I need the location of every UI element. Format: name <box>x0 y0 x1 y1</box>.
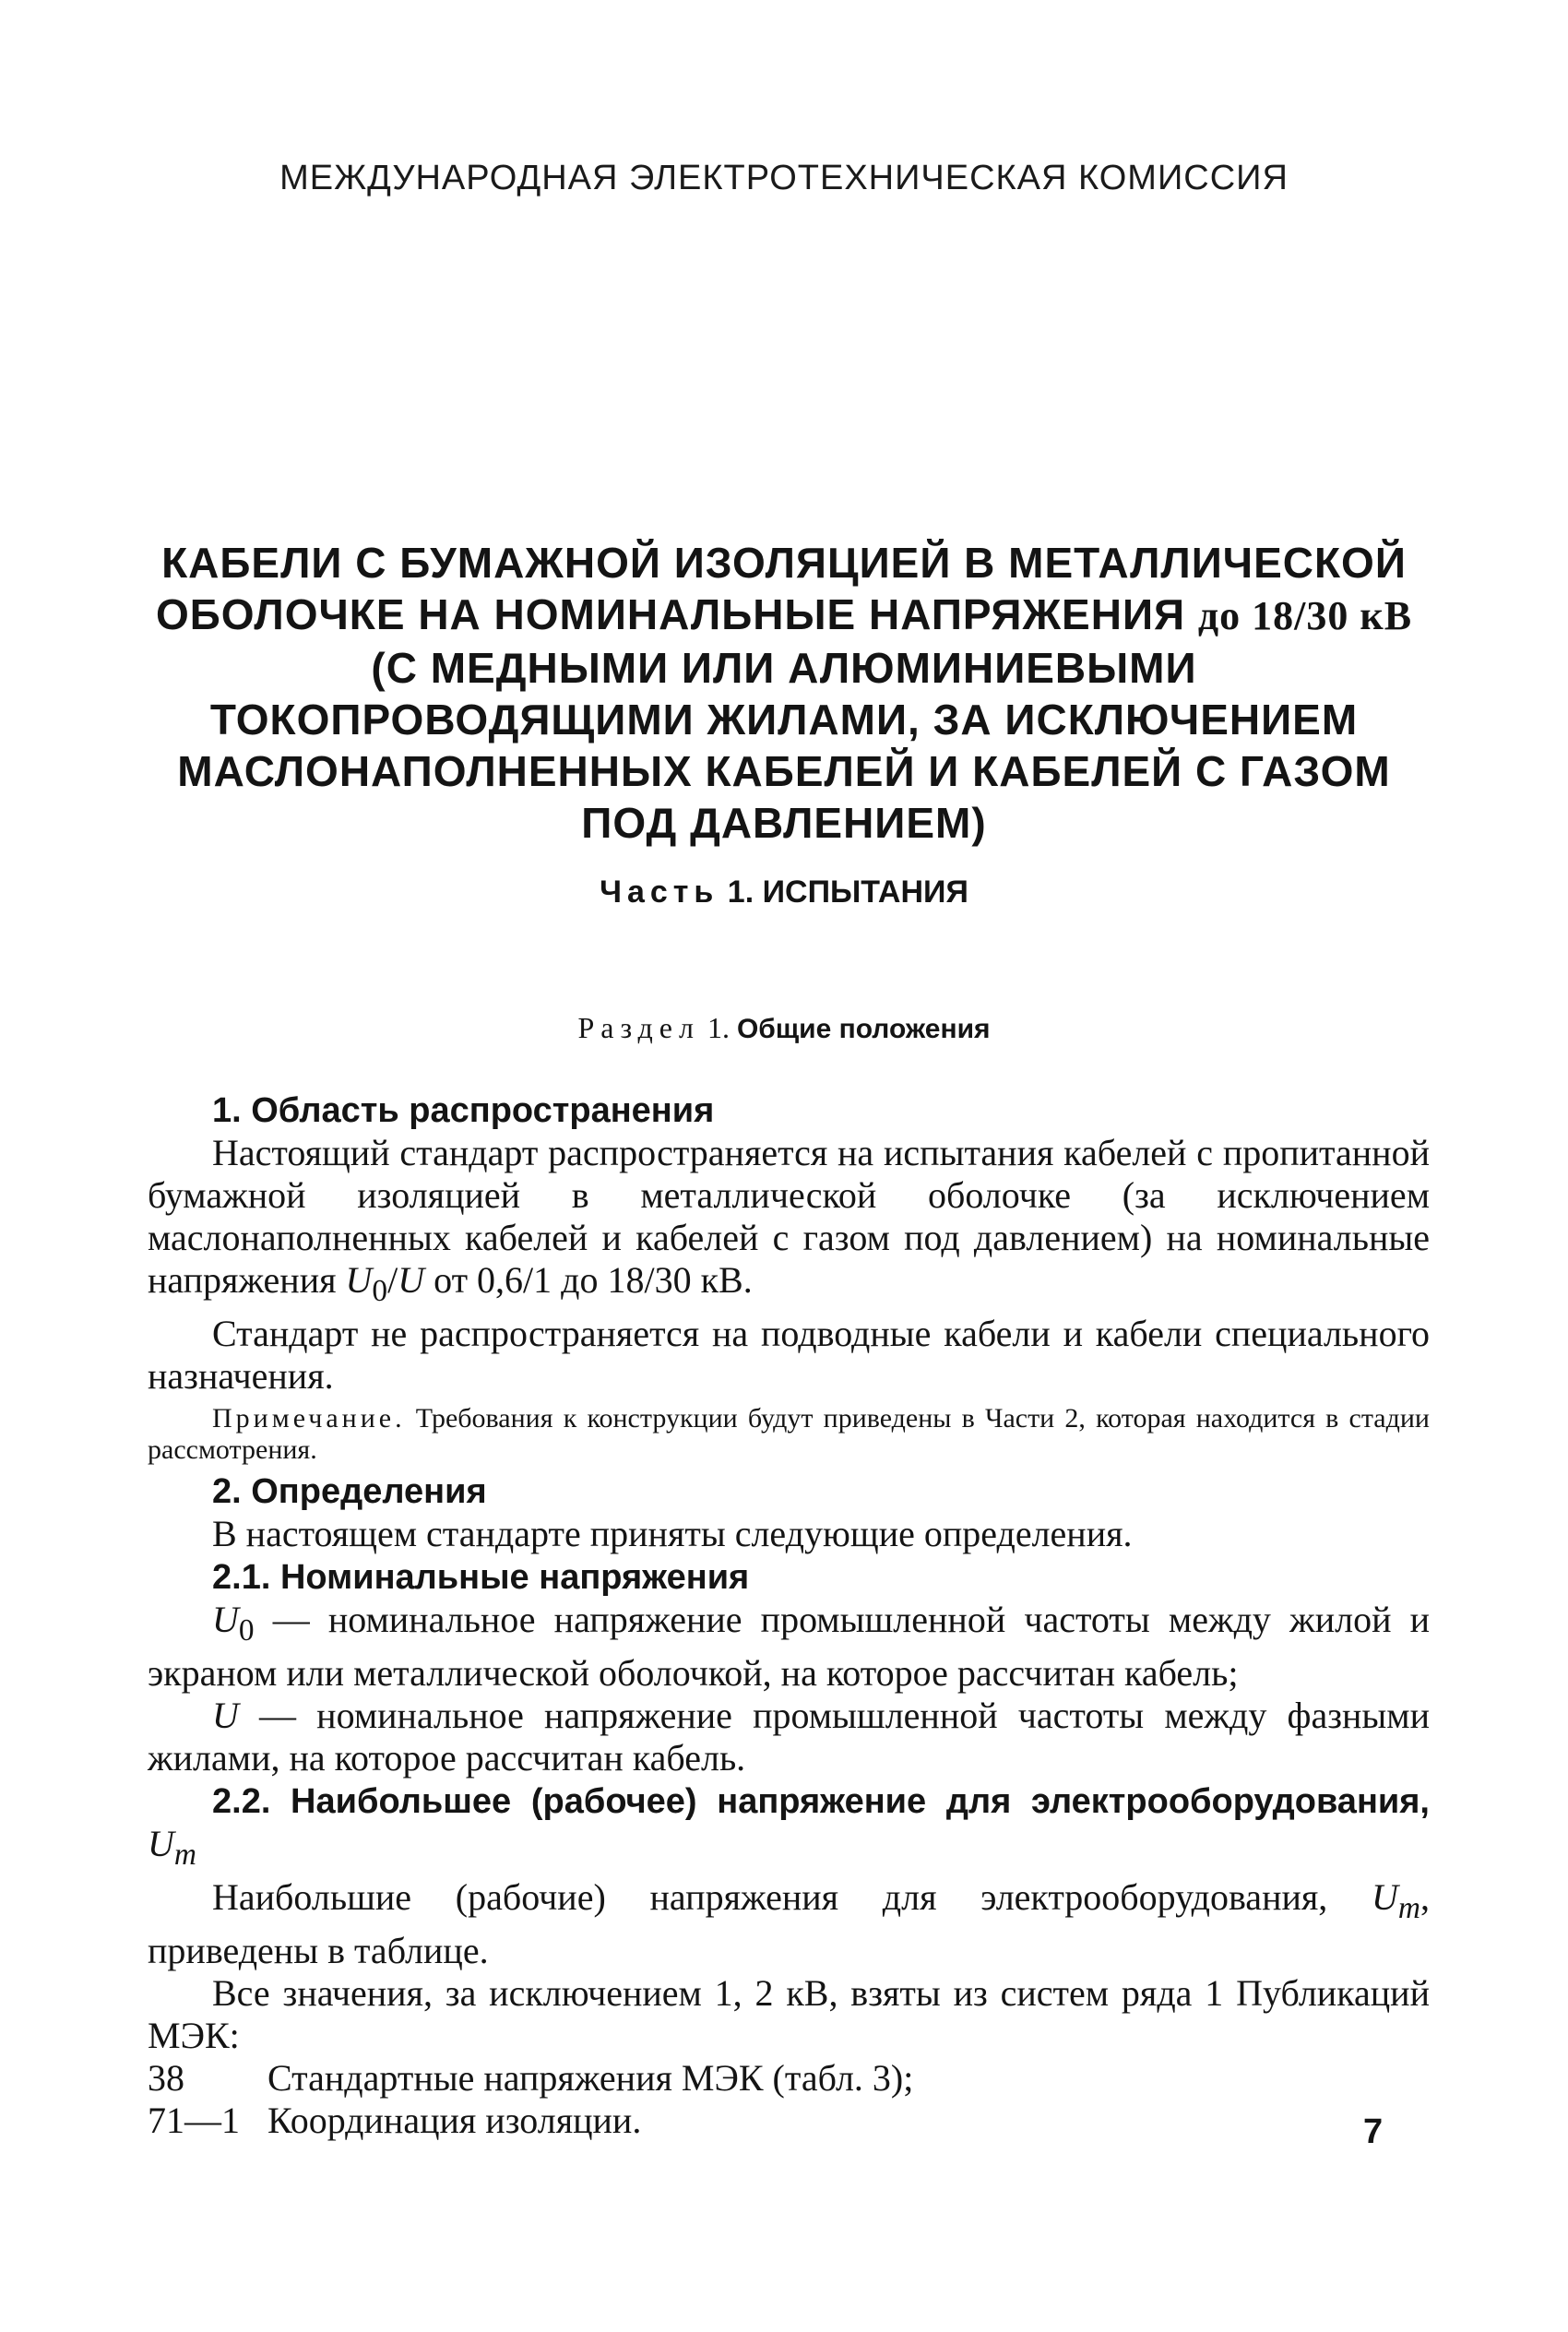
part-label: Часть <box>600 874 719 910</box>
section-number: 1. <box>707 1011 730 1044</box>
note: Примечание. Требования к конструкции будут приведены в Части 2, которая находится в стадии рассмотрения. <box>148 1403 1430 1465</box>
definition-u: U — номинальное напряжение промышленной частоты между фазными жилами, на которое рассчитан кабель. <box>148 1695 1430 1779</box>
document-title <box>129 537 1439 849</box>
list-item: 38 Стандартные напряжения МЭК (табл. 3); <box>148 2057 914 2099</box>
part-heading <box>0 874 1568 910</box>
section-text: Общие положения <box>736 1014 991 1044</box>
paragraph-scope: Настоящий стандарт распространяется на испытания кабелей с пропитанной бумажной изоляцией в металлической оболочке (за исключением маслонаполненных кабелей и кабелей с газом под давлением) на номинальные напряжения $U_0/U$ от 0,6/1 до 18/30 кВ. <box>148 1132 1430 1308</box>
section-heading <box>0 1011 1568 1045</box>
heading-max-voltage: 2.2. Наибольшее (рабочее) напряжение для электрооборудования, $U_m$ <box>148 1782 1430 1872</box>
title-line: ПОД ДАВЛЕНИЕМ) <box>581 799 987 847</box>
heading-nominal-voltages: 2.1. Номинальные напряжения <box>212 1558 750 1597</box>
publications-list <box>148 2057 1430 2142</box>
paragraph-definitions-intro: В настоящем стандарте приняты следующие определения. <box>212 1513 1133 1554</box>
page-number: 7 <box>1363 2112 1384 2151</box>
organization-header: МЕЖДУНАРОДНАЯ ЭЛЕКТРОТЕХНИЧЕСКАЯ КОМИССИЯ <box>279 159 1289 197</box>
paragraph-max-voltage: Наибольшие (рабочие) напряжения для электрооборудования, $U_m$, приведены в таблице. <box>148 1876 1430 1971</box>
title-line: КАБЕЛИ С БУМАЖНОЙ ИЗОЛЯЦИЕЙ В МЕТАЛЛИЧЕСКОЙ <box>161 539 1407 587</box>
title-line: ОБОЛОЧКЕ НА НОМИНАЛЬНЫЕ НАПРЯЖЕНИЯ до 18/30 кВ <box>155 590 1413 638</box>
paragraph-exclusion: Стандарт не распространяется на подводные кабели и кабели специального назначения. <box>148 1313 1430 1397</box>
heading-scope: 1. Область распространения <box>212 1091 715 1130</box>
heading-definitions: 2. Определения <box>212 1472 487 1511</box>
title-line: МАСЛОНАПОЛНЕННЫХ КАБЕЛЕЙ И КАБЕЛЕЙ С ГАЗОМ <box>177 747 1391 795</box>
part-text: 1. ИСПЫТАНИЯ <box>727 874 968 910</box>
paragraph-values-source: Все значения, за исключением 1, 2 кВ, взяты из систем ряда 1 Публикаций МЭК: <box>148 1972 1430 2056</box>
title-line: ТОКОПРОВОДЯЩИМИ ЖИЛАМИ, ЗА ИСКЛЮЧЕНИЕМ <box>209 696 1359 744</box>
list-item: 71—1 Координация изоляции. <box>148 2100 642 2141</box>
document-body <box>148 1089 1430 2142</box>
definition-u0: $U_0$ — номинальное напряжение промышленной частоты между жилой и экраном или металлической оболочкой, на которое рассчитан кабель; <box>148 1599 1430 1694</box>
section-label: Раздел <box>577 1011 700 1044</box>
title-line: (С МЕДНЫМИ ИЛИ АЛЮМИНИЕВЫМИ <box>371 644 1197 692</box>
